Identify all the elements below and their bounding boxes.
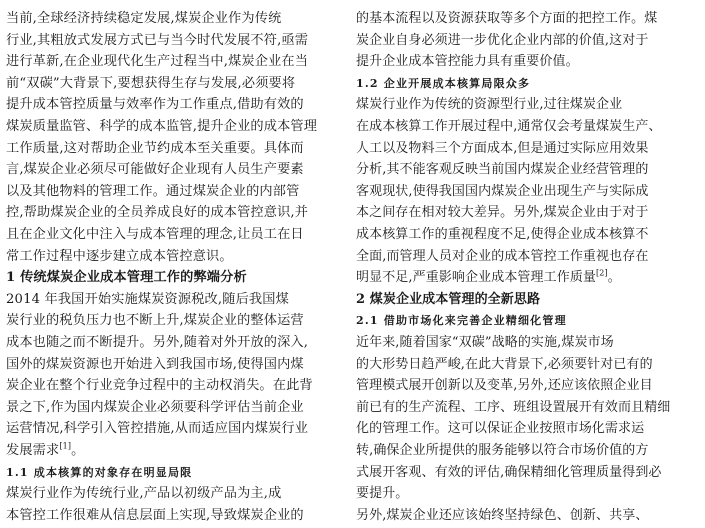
line-text: 转,确保企业所提供的服务能够以符合市场价值的方 [356, 443, 649, 458]
line-text: 1.1 成本核算的对象存在明显局限 [6, 465, 193, 479]
line-text: 式展开客观、有效的评估,确保精细化管理质量得到必 [356, 464, 662, 480]
line-text: 提升企业成本管控能力具有重要价值。 [356, 54, 579, 70]
line-text: 在成本核算工作开展过程中,通常仅会考量煤炭生产、 [356, 119, 662, 134]
line-text: 运营情况,科学引入管控措施,从而适应国内煤炭行业 [6, 421, 309, 437]
line-tail: 。 [607, 270, 621, 286]
text-line [6, 116, 317, 137]
line-text: 明显不足,严重影响企业成本管理工作质量 [356, 270, 597, 286]
section-heading [6, 462, 192, 483]
text-line [6, 159, 304, 180]
text-line [356, 246, 648, 267]
line-text: 常工作过程中逐步建立成本管控意识。 [6, 248, 233, 264]
line-text: 的基本流程以及资源获取等多个方面的把控工作。煤 [356, 11, 658, 26]
text-line [356, 8, 657, 29]
text-line [356, 440, 648, 461]
line-text: 本之间存在相对较大差异。另外,煤炭企业由于对于 [356, 205, 649, 221]
section-heading [356, 73, 530, 94]
text-line [356, 397, 670, 418]
line-text: 以及其他物料的管理工作。通过煤炭企业的内部管 [6, 183, 300, 199]
line-text: 当前,全球经济持续稳定发展,煤炭企业作为传统 [6, 11, 282, 26]
text-line [356, 354, 653, 375]
line-text: 景之下,作为国内煤炭企业必须要科学评估当前企业 [6, 399, 304, 415]
line-text: 成本核算工作的重视程度不足,使得企业成本核算不 [356, 227, 649, 242]
line-text: 煤炭行业作为传统行业,产品以初级产品为主,成 [6, 486, 282, 502]
text-line [356, 181, 648, 202]
text-line [6, 505, 304, 526]
line-text: 成本也随之而不断提升。另外,随着对外开放的深入, [6, 335, 309, 350]
text-line [356, 267, 621, 288]
text-line [6, 138, 304, 159]
text-line [6, 418, 308, 439]
text-line [356, 30, 648, 51]
text-line [6, 483, 281, 504]
text-line [6, 397, 304, 418]
line-text: 2.1 借助市场化来完善企业精细化管理 [356, 314, 567, 328]
section-heading [356, 310, 567, 331]
text-line [6, 332, 308, 353]
text-line [356, 375, 653, 396]
text-line [6, 94, 304, 115]
text-line [6, 246, 233, 267]
line-text: 1 传统煤炭企业成本管理工作的弊端分析 [6, 270, 247, 286]
citation-marker: [2] [596, 268, 608, 278]
text-line [6, 375, 313, 396]
line-text: 客观现状,使得我国国内煤炭企业出现生产与实际成 [356, 183, 649, 199]
text-line [356, 51, 579, 72]
text-line [356, 224, 648, 245]
line-text: 管理模式展开创新以及变革,另外,还应该依照企业目 [356, 378, 653, 394]
text-line [356, 94, 622, 115]
text-line [356, 159, 648, 180]
text-line [6, 440, 85, 461]
text-line [6, 354, 304, 375]
text-line [6, 181, 299, 202]
line-text: 另外,煤炭企业还应该始终坚持绿色、创新、共享、 [356, 507, 649, 523]
line-tail: 。 [71, 443, 85, 458]
line-text: 行业,其粗放式发展方式已与当今时代发展不符,亟需 [6, 32, 309, 48]
line-text: 言,煤炭企业必须尽可能做好企业现有人员生产要素 [6, 162, 304, 178]
line-text: 前已有的生产流程、工序、班组设置展开有效而且精细 [356, 399, 671, 415]
text-line [356, 505, 648, 526]
line-text: 前“双碳”大背景下,要想获得生存与发展,必须要将 [6, 75, 296, 91]
line-text: 化的管理工作。这可以保证企业按照市场化需求运 [356, 421, 645, 437]
line-text: 要提升。 [356, 486, 409, 502]
text-line [6, 202, 308, 223]
line-text: 控,帮助煤炭企业的全员养成良好的成本管控意识,并 [6, 205, 309, 221]
line-text: 全面,而管理人员对企业的成本管控工作重视也存在 [356, 248, 649, 264]
line-text: 国外的煤炭资源也开始进入到我国市场,使得国内煤 [6, 356, 304, 372]
line-text: 2 煤炭企业成本管理的全新思路 [356, 291, 541, 307]
line-text: 本管控工作很难从信息层面上实现,导致煤炭企业的 [6, 507, 304, 523]
citation-marker: [1] [59, 441, 72, 451]
line-text: 炭行业的税负压力也不断上升,煤炭企业的整体运营 [6, 313, 304, 329]
line-text: 煤炭行业作为传统的资源型行业,过往煤炭企业 [356, 97, 623, 113]
line-text: 的大形势日趋严峻,在此大背景下,必须要针对已有的 [356, 356, 653, 372]
line-text: 炭企业在整个行业竞争过程中的主动权消失。在此背 [6, 378, 313, 394]
text-line [356, 332, 614, 353]
line-text: 煤炭质量监管、科学的成本监管,提升企业的成本管理 [6, 119, 318, 134]
text-line [6, 8, 281, 29]
text-line [356, 462, 662, 483]
text-line [6, 51, 308, 72]
section-heading [356, 289, 540, 310]
text-line [356, 116, 662, 137]
text-line [6, 310, 304, 331]
text-line [356, 483, 408, 504]
text-line [6, 30, 308, 51]
text-line [356, 202, 648, 223]
text-line [6, 73, 295, 94]
text-line [6, 224, 304, 245]
line-text: 近年来,随着国家“双碳”战略的实施,煤炭市场 [356, 335, 614, 350]
line-text: 且在企业文化中注入与成本管理的理念,让员工在日 [6, 227, 304, 242]
line-text: 提升成本管控质量与效率作为工作重点,借助有效的 [6, 97, 304, 113]
line-text: 发展需求 [6, 443, 60, 458]
text-line [6, 289, 289, 310]
line-text: 工作质量,这对帮助企业节约成本至关重要。具体而 [6, 140, 304, 156]
line-text: 1.2 企业开展成本核算局限众多 [356, 76, 531, 90]
line-text: 炭企业自身必须进一步优化企业内部的价值,这对于 [356, 32, 649, 48]
text-line [356, 418, 644, 439]
line-text: 进行革新,在企业现代化生产过程当中,煤炭企业在当 [6, 54, 309, 70]
section-heading [6, 267, 247, 288]
line-text: 人工以及物料三个方面成本,但是通过实际应用效果 [356, 140, 649, 156]
text-line [356, 138, 648, 159]
line-text: 分析,其不能客观反映当前国内煤炭企业经营管理的 [356, 162, 649, 178]
line-text: 2014 年我国开始实施煤炭资源税改,随后我国煤 [6, 291, 289, 307]
